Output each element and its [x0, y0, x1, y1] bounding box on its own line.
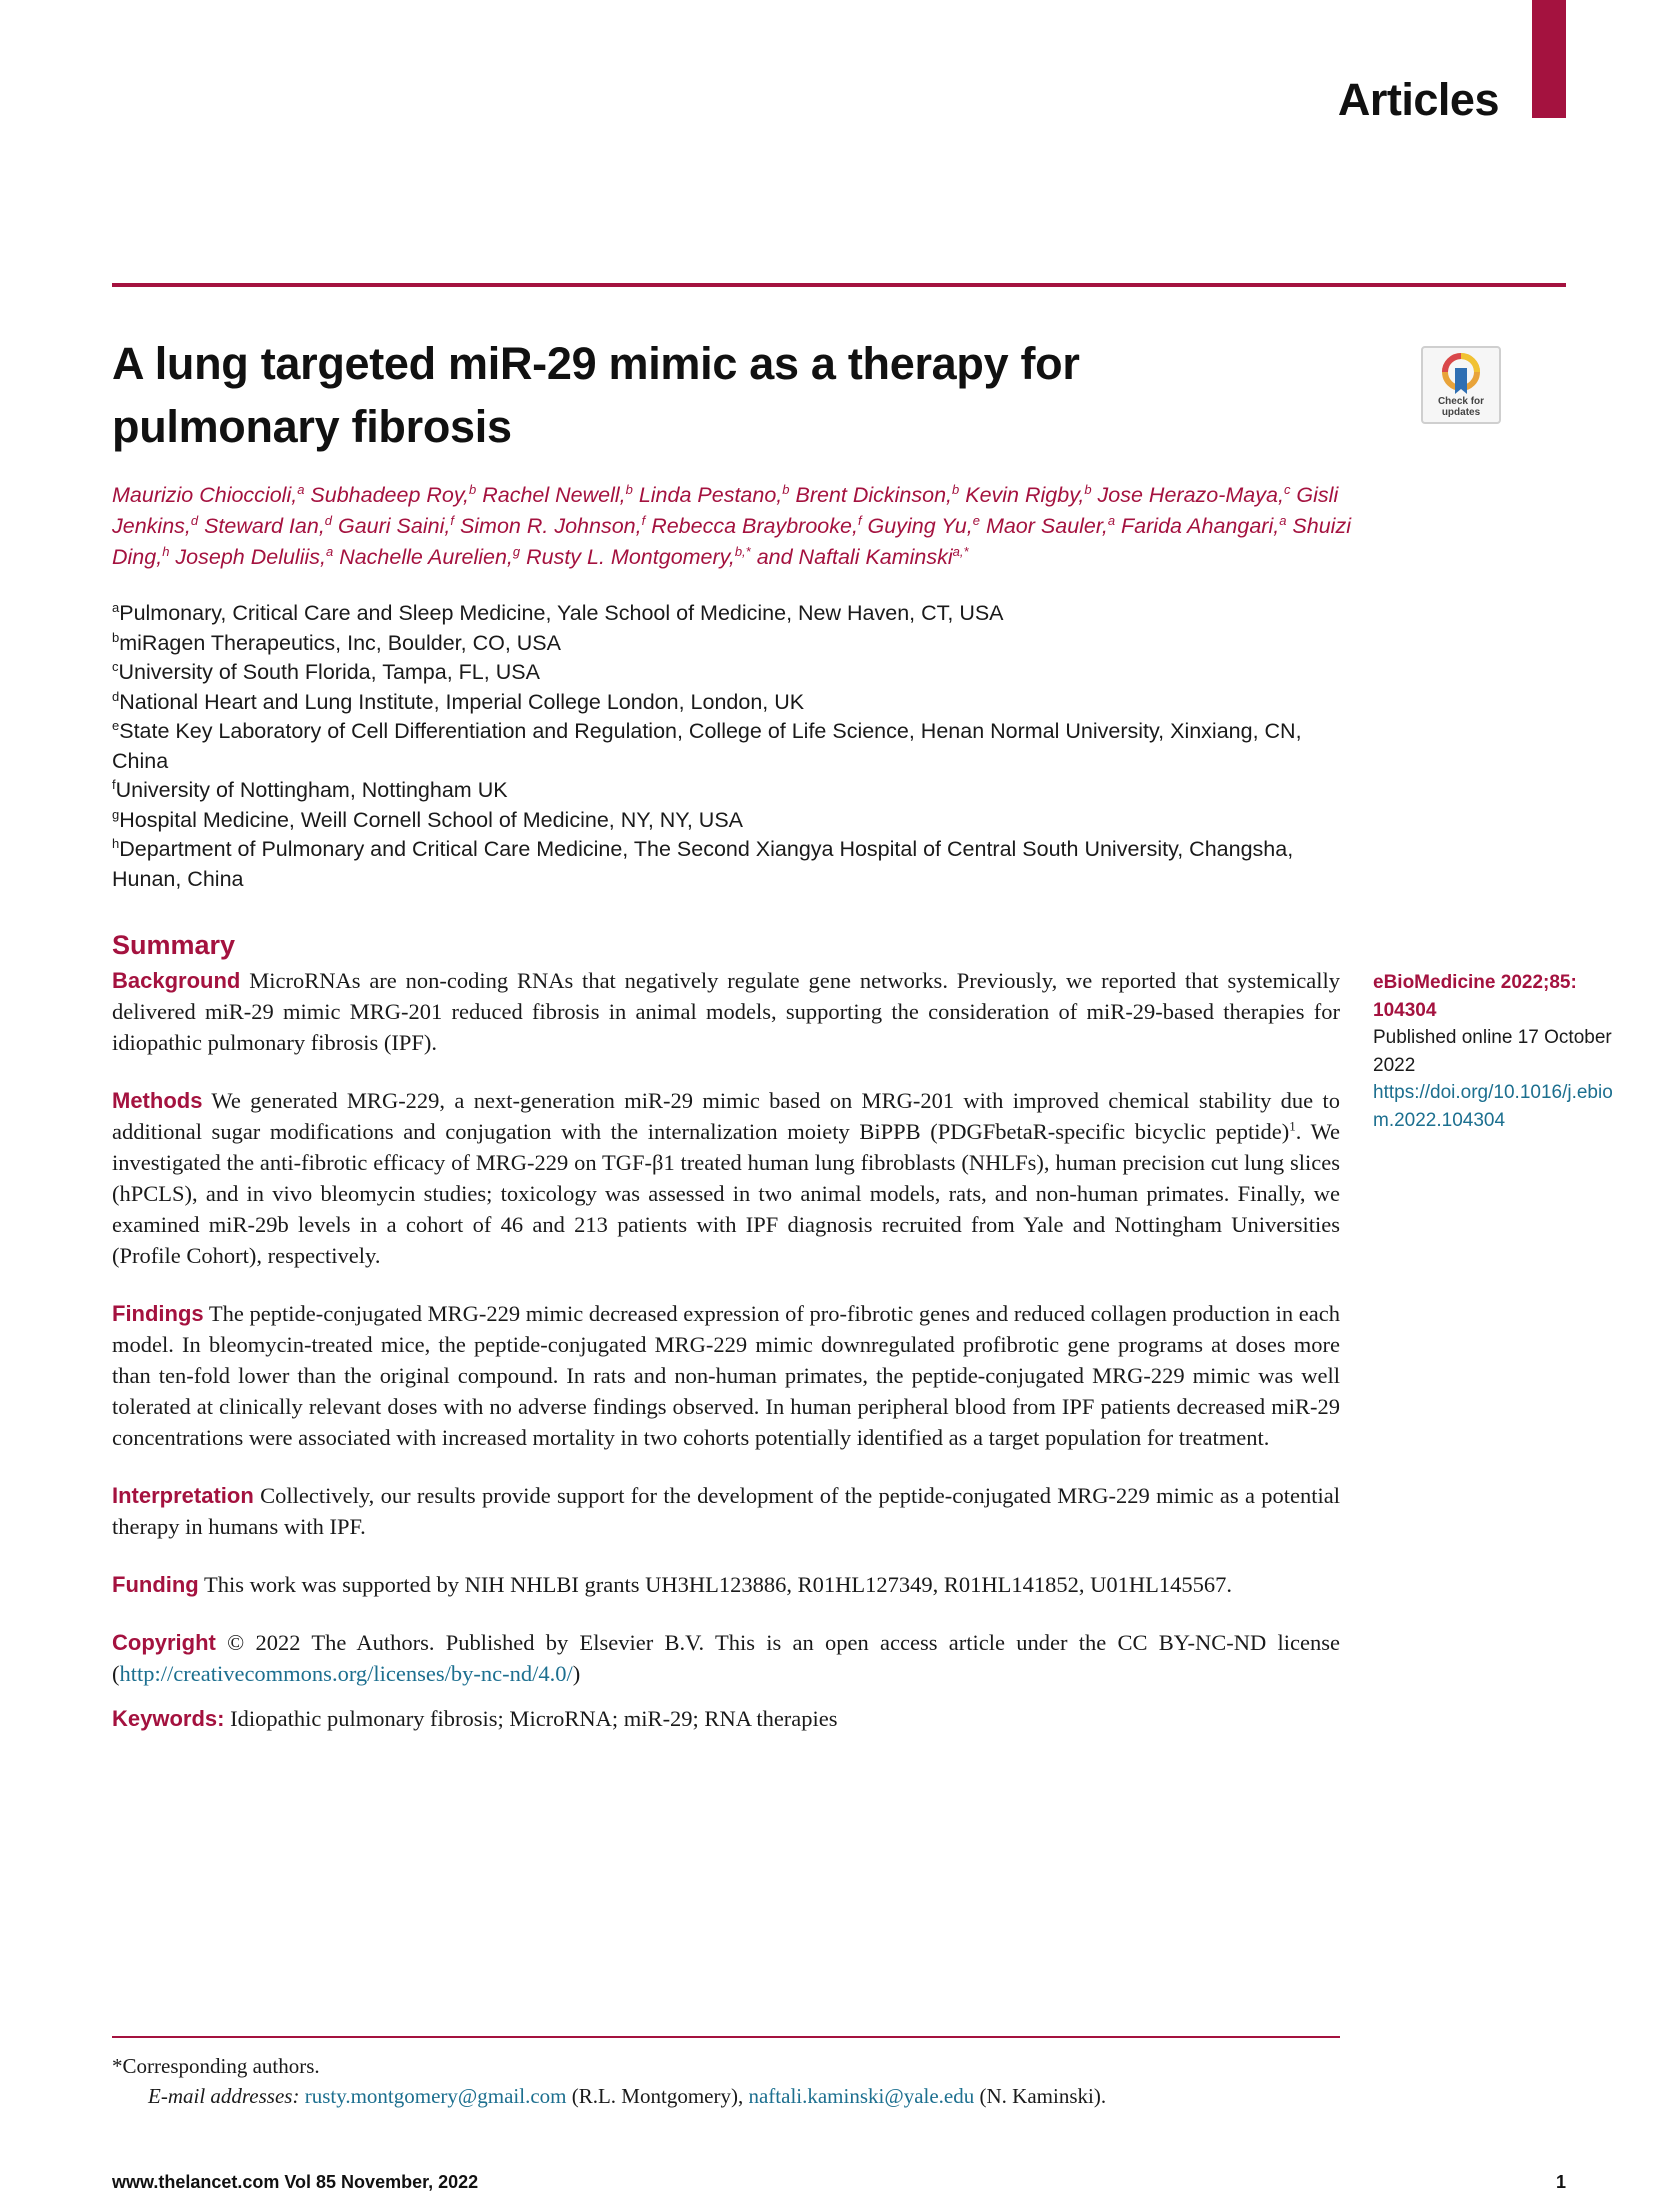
- affiliation-text: Pulmonary, Critical Care and Sleep Medicine, Yale School of Medicine, New Haven, CT, USA: [119, 601, 1004, 625]
- author-affiliation-marker: d: [324, 512, 333, 528]
- author-affiliation-marker: c: [1283, 481, 1291, 497]
- article-info-sidebar: [1373, 969, 1613, 1134]
- check-updates-line-1: Check for: [1437, 396, 1485, 407]
- author-affiliation-marker: f: [641, 512, 646, 528]
- affiliation-text: University of South Florida, Tampa, FL, USA: [118, 660, 540, 684]
- background-text: MicroRNAs are non-coding RNAs that negatively regulate gene networks. Previously, we reported that systemically delivered miR-29 mimic MRG-201 reduced fibrosis in animal models, supporting the consideration of miR-29-based therapies for idiopathic pulmonary fibrosis (IPF).: [112, 968, 1341, 1055]
- affiliation-item: [112, 776, 1352, 806]
- findings-paragraph: [112, 1298, 1340, 1453]
- funding-label: Funding: [112, 1572, 199, 1597]
- author-affiliation-marker: h: [162, 543, 170, 559]
- title-line-1: A lung targeted miR-29 mimic as a therapy for: [112, 338, 1080, 389]
- affiliation-marker: c: [112, 658, 119, 674]
- doi-link[interactable]: https://doi.org/10.1016/j.ebiom.2022.104304: [1373, 1082, 1613, 1131]
- affiliation-marker: a: [112, 599, 120, 615]
- author-name[interactable]: Brent Dickinson,: [789, 483, 953, 507]
- funding-text: This work was supported by NIH NHLBI grants UH3HL123886, R01HL127349, R01HL141852, U01HL145567.: [203, 1572, 1233, 1597]
- author-name[interactable]: Gauri Saini,: [332, 514, 451, 538]
- article-title: [112, 332, 1312, 458]
- author-affiliation-marker: a: [325, 543, 334, 559]
- author-affiliation-marker: a: [1279, 512, 1287, 528]
- findings-label: Findings: [112, 1301, 204, 1326]
- affiliation-marker: f: [112, 776, 116, 792]
- funding-paragraph: [112, 1569, 1340, 1600]
- author-name[interactable]: Rachel Newell,: [476, 483, 626, 507]
- author-name[interactable]: Maor Sauler,: [979, 514, 1108, 538]
- author-name[interactable]: Shuizi Ding,: [112, 514, 1351, 569]
- affiliation-marker: e: [112, 717, 120, 733]
- email-kaminski[interactable]: naftali.kaminski@yale.edu: [748, 2084, 975, 2108]
- interpretation-paragraph: [112, 1480, 1340, 1542]
- author-affiliation-marker: b: [952, 481, 960, 497]
- affiliation-text: University of Nottingham, Nottingham UK: [115, 778, 508, 802]
- author-affiliation-marker: g: [512, 543, 521, 559]
- check-updates-line-2: updates: [1441, 407, 1481, 418]
- author-name[interactable]: Maurizio Chioccioli,: [112, 483, 298, 507]
- title-divider: [112, 283, 1566, 287]
- affiliation-list: [112, 599, 1352, 894]
- affiliation-marker: b: [112, 629, 120, 645]
- affiliation-item: [112, 717, 1352, 776]
- copyright-text: © 2022 The Authors. Published by Elsevier B.V. This is an open access article under the CC BY-NC-ND license (: [112, 1630, 1340, 1686]
- methods-reference[interactable]: 1: [1289, 1118, 1296, 1134]
- license-link[interactable]: http://creativecommons.org/licenses/by-nc-nd/4.0/: [119, 1661, 573, 1686]
- keywords-paragraph: [112, 1703, 1340, 1734]
- affiliation-item: [112, 688, 1352, 718]
- check-for-updates-badge[interactable]: [1421, 346, 1501, 424]
- interpretation-label: Interpretation: [112, 1483, 254, 1508]
- author-name[interactable]: and Naftali Kaminski: [750, 545, 953, 569]
- copyright-close: ): [572, 1661, 581, 1686]
- keywords-text: Idiopathic pulmonary fibrosis; MicroRNA; miR-29; RNA therapies: [230, 1706, 838, 1731]
- header-accent-bar: [1532, 0, 1566, 118]
- author-list: [112, 480, 1352, 573]
- methods-label: Methods: [112, 1088, 203, 1113]
- author-name[interactable]: Jose Herazo-Maya,: [1091, 483, 1284, 507]
- copyright-label: Copyright: [112, 1630, 216, 1655]
- author-name[interactable]: Guying Yu,: [861, 514, 973, 538]
- author-name[interactable]: Nachelle Aurelien,: [333, 545, 513, 569]
- author-name[interactable]: Rusty L. Montgomery,: [520, 545, 735, 569]
- affiliation-marker: g: [112, 806, 120, 822]
- findings-text: The peptide-conjugated MRG-229 mimic decreased expression of pro-fibrotic genes and reduced collagen production in each model. In bleomycin-treated mice, the peptide-conjugated MRG-229 mimic downregulated profibrotic gene programs at doses more than ten-fold lower than the original compound. In rats and non-human primates, the peptide-conjugated MRG-229 mimic was well tolerated at clinically relevant doses with no adverse findings observed. In human peripheral blood from IPF patients decreased miR-29 concentrations were associated with increased mortality in two cohorts potentially identified as a target population for treatment.: [112, 1301, 1340, 1450]
- summary-heading: Summary: [112, 930, 236, 960]
- section-label: Articles: [1337, 74, 1499, 125]
- affiliation-item: [112, 599, 1352, 629]
- author-affiliation-marker: b: [782, 481, 790, 497]
- footer-journal-info: www.thelancet.com Vol 85 November, 2022: [112, 2172, 479, 2192]
- affiliation-item: [112, 835, 1352, 894]
- email-kaminski-name: (N. Kaminski).: [979, 2084, 1107, 2108]
- background-label: Background: [112, 968, 241, 993]
- author-affiliation-marker: a: [297, 481, 305, 497]
- author-affiliation-marker: b: [469, 481, 477, 497]
- author-affiliation-marker: f: [857, 512, 862, 528]
- author-affiliation-marker: b,*: [734, 543, 751, 559]
- page-number: 1: [1555, 2172, 1566, 2192]
- author-name[interactable]: Subhadeep Roy,: [304, 483, 469, 507]
- footnote-divider: [112, 2036, 1340, 2038]
- corresponding-note: *Corresponding authors.: [112, 2054, 320, 2078]
- email-line: [112, 2081, 1340, 2111]
- published-date: Published online 17 October 2022: [1373, 1027, 1612, 1076]
- abstract: [112, 965, 1340, 1761]
- affiliation-item: [112, 806, 1352, 836]
- affiliation-marker: h: [112, 835, 120, 851]
- affiliation-text: Hospital Medicine, Weill Cornell School of Medicine, NY, NY, USA: [119, 807, 744, 832]
- author-name[interactable]: Steward Ian,: [198, 514, 325, 538]
- author-affiliation-marker: a,*: [952, 543, 969, 559]
- author-affiliation-marker: b: [625, 481, 633, 497]
- affiliation-item: [112, 658, 1352, 688]
- author-affiliation-marker: f: [450, 512, 454, 528]
- methods-paragraph: [112, 1085, 1340, 1271]
- methods-text-2: . We investigated the anti-fibrotic efficacy of MRG-229 on TGF-β1 treated human lung fibroblasts (NHLFs), human precision cut lung slices (hPCLS), and in vivo bleomycin studies; toxicology was assessed in two animal models, rats, and non-human primates. Finally, we examined miR-29b levels in a cohort of 46 and 213 patients with IPF diagnosis recruited from Yale and Nottingham Universities (Profile Cohort), respectively.: [112, 1119, 1341, 1268]
- affiliation-text: Department of Pulmonary and Critical Care Medicine, The Second Xiangya Hospital of Central South University, Changsha, Hunan, China: [112, 837, 1294, 891]
- interpretation-text: Collectively, our results provide support for the development of the peptide-conjugated MRG-229 mimic as a potential therapy in humans with IPF.: [112, 1483, 1341, 1539]
- copyright-paragraph: [112, 1627, 1340, 1689]
- author-name[interactable]: Gisli Jenkins,: [112, 483, 1339, 538]
- author-name[interactable]: Kevin Rigby,: [959, 483, 1085, 507]
- email-montgomery-name: (R.L. Montgomery),: [571, 2084, 744, 2108]
- affiliation-text: miRagen Therapeutics, Inc, Boulder, CO, USA: [119, 630, 561, 655]
- author-name[interactable]: Rebecca Braybrooke,: [645, 514, 858, 538]
- email-montgomery[interactable]: rusty.montgomery@gmail.com: [304, 2084, 567, 2108]
- title-line-2: pulmonary fibrosis: [112, 401, 512, 452]
- author-affiliation-marker: b: [1084, 481, 1092, 497]
- author-name[interactable]: Joseph Deluliis,: [169, 545, 326, 569]
- keywords-label: Keywords:: [112, 1706, 225, 1731]
- journal-reference: eBioMedicine 2022;85: 104304: [1373, 972, 1577, 1021]
- author-name[interactable]: Farida Ahangari,: [1115, 514, 1280, 538]
- affiliation-marker: d: [112, 688, 120, 704]
- affiliation-text: National Heart and Lung Institute, Imperial College London, London, UK: [119, 689, 805, 714]
- affiliation-text: State Key Laboratory of Cell Differentiation and Regulation, College of Life Science, Henan Normal University, Xinxiang, CN, China: [112, 719, 1302, 773]
- author-affiliation-marker: a: [1107, 512, 1116, 528]
- author-affiliation-marker: d: [190, 512, 199, 528]
- email-label: E-mail addresses:: [148, 2084, 300, 2108]
- author-name[interactable]: Simon R. Johnson,: [453, 514, 642, 538]
- background-paragraph: [112, 965, 1340, 1058]
- footnote: [112, 2051, 1340, 2111]
- author-affiliation-marker: e: [972, 512, 980, 528]
- affiliation-item: [112, 629, 1352, 659]
- author-name[interactable]: Linda Pestano,: [632, 483, 783, 507]
- methods-text-1: We generated MRG-229, a next-generation miR-29 mimic based on MRG-201 with improved chemical stability due to additional sugar modifications and conjugation with the internalization moiety BiPPB (PDGFbetaR-specific bicyclic peptide): [112, 1088, 1341, 1144]
- check-updates-icon: [1439, 352, 1483, 396]
